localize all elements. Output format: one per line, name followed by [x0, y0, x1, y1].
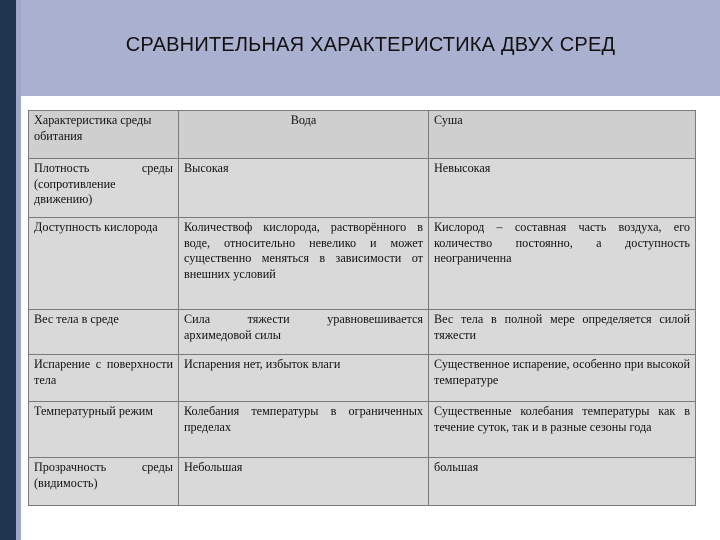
table-header-row	[29, 111, 696, 159]
header-characteristic: Характеристика среды обитания	[29, 111, 179, 159]
land-cell: Существенное испарение, особенно при высокой температуре	[429, 355, 696, 402]
water-cell: Колебания температуры в ограниченных пределах	[179, 402, 429, 458]
land-cell: большая	[429, 458, 696, 506]
left-decorative-band	[0, 0, 16, 540]
row-label: Доступность кислорода	[29, 218, 179, 310]
header-land: Суша	[429, 111, 696, 159]
table-row	[29, 402, 696, 458]
table-row	[29, 218, 696, 310]
comparison-table	[28, 110, 696, 506]
land-cell: Невысокая	[429, 159, 696, 218]
row-label: Плотность среды (сопротивление движению)	[29, 159, 179, 218]
water-cell: Высокая	[179, 159, 429, 218]
land-cell: Вес тела в полной мере определяется силой тяжести	[429, 310, 696, 355]
header-water: Вода	[179, 111, 429, 159]
row-label: Прозрачность среды (видимость)	[29, 458, 179, 506]
water-cell: Количествоф кислорода, растворённого в воде, относительно невелико и может существенно меняться в зависимости от внешних условий	[179, 218, 429, 310]
table-row	[29, 159, 696, 218]
row-label: Вес тела в среде	[29, 310, 179, 355]
land-cell: Кислород – составная часть воздуха, его количество постоянно, а доступность неограниченна	[429, 218, 696, 310]
row-label: Испарение с поверхности тела	[29, 355, 179, 402]
water-cell: Небольшая	[179, 458, 429, 506]
table-row	[29, 458, 696, 506]
water-cell: Сила тяжести уравновешивается архимедовой силы	[179, 310, 429, 355]
row-label: Температурный режим	[29, 402, 179, 458]
table-row	[29, 310, 696, 355]
table-row	[29, 355, 696, 402]
slide-title: СРАВНИТЕЛЬНАЯ ХАРАКТЕРИСТИКА ДВУХ СРЕД	[125, 34, 616, 56]
water-cell: Испарения нет, избыток влаги	[179, 355, 429, 402]
land-cell: Существенные колебания температуры как в течение суток, так и в разные сезоны года	[429, 402, 696, 458]
